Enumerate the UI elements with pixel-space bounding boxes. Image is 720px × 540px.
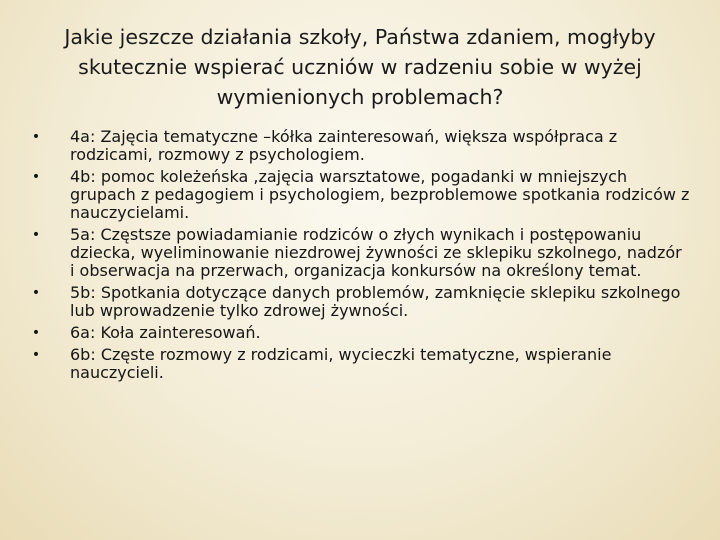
bullet-icon: • (31, 347, 41, 363)
bullet-text-4b: 4b: pomoc koleżeńska ,zajęcia warsztatowe, pogadanki w mniejszych grupach z pedagogiem i psychologiem, bezproblemowe spotkania rodziców z nauczycielami. (70, 167, 690, 222)
bullet-icon: • (31, 129, 41, 145)
list-item (30, 128, 690, 164)
list-item (30, 168, 690, 222)
list-item (30, 324, 690, 342)
bullet-icon: • (31, 325, 41, 341)
list-item (30, 226, 690, 280)
list-item (30, 284, 690, 320)
bullet-text-6b: 6b: Częste rozmowy z rodzicami, wycieczki tematyczne, wspieranie nauczycieli. (70, 345, 612, 382)
bullet-icon: • (31, 285, 41, 301)
bullet-icon: • (31, 169, 41, 185)
list-item (30, 346, 690, 382)
bullet-text-4a: 4a: Zajęcia tematyczne –kółka zainteresowań, większa współpraca z rodzicami, rozmowy z psychologiem. (70, 127, 618, 164)
bullet-text-6a: 6a: Koła zainteresowań. (70, 323, 261, 342)
bullet-list (30, 128, 690, 386)
bullet-icon: • (31, 227, 41, 243)
bullet-text-5a: 5a: Częstsze powiadamianie rodziców o złych wynikach i postępowaniu dziecka, wyeliminowanie niezdrowej żywności ze sklepiku szkolnego, nadzór i obserwacja na przerwach, organizacja konkursów na określony temat. (70, 225, 682, 280)
bullet-text-5b: 5b: Spotkania dotyczące danych problemów, zamknięcie sklepiku szkolnego lub wprowadzenie tylko zdrowej żywności. (70, 283, 681, 320)
slide-title: Jakie jeszcze działania szkoły, Państwa zdaniem, mogłyby skutecznie wspierać uczniów w radzeniu sobie w wyżej wymienionych problemach? (64, 25, 656, 109)
